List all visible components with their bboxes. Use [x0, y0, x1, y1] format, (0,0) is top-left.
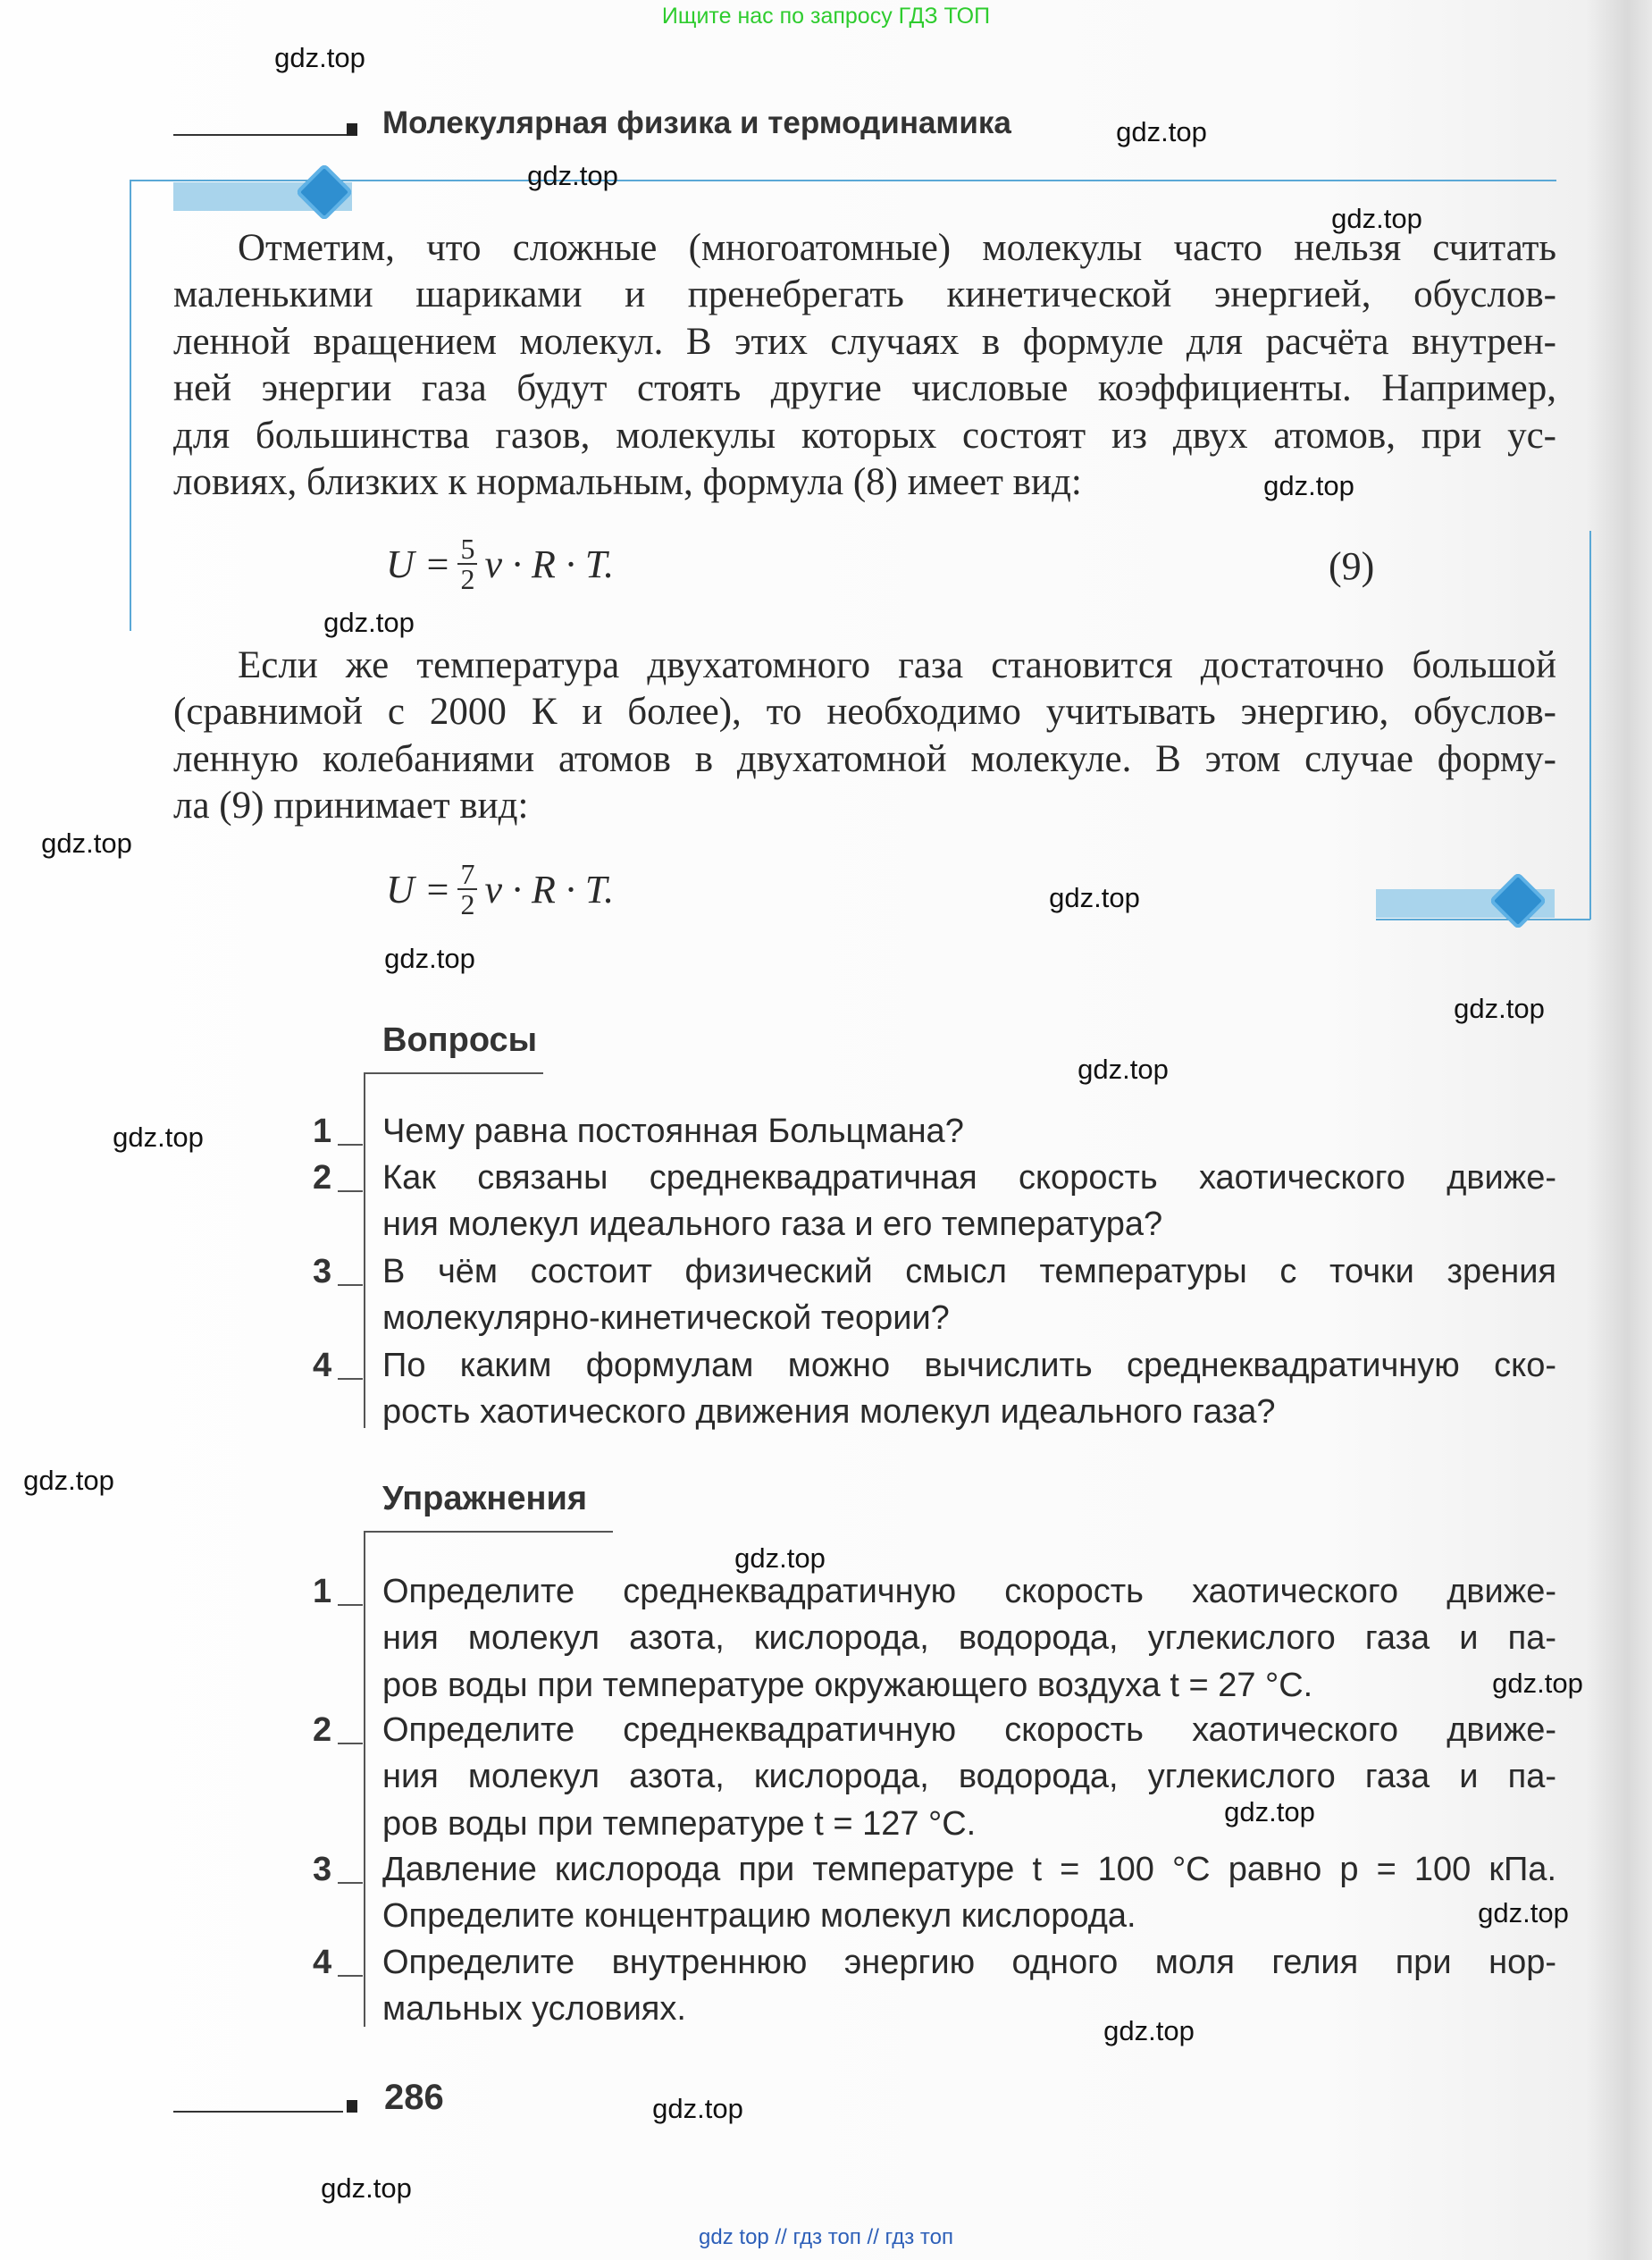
watermark: gdz.top — [1103, 2015, 1195, 2046]
exercises-rule — [365, 1531, 613, 1533]
watermark: gdz.top — [1331, 203, 1422, 234]
questions-item: В чём состоит физический смысл температуры с точки зрения молекулярно-кинетической теории? — [382, 1253, 1556, 1338]
page-number: 286 — [384, 2078, 444, 2117]
number-tick — [338, 1882, 363, 1884]
top-banner[interactable]: Ищите нас по запросу ГДЗ ТОП — [661, 4, 991, 29]
exercises-heading: Упражнения — [382, 1480, 588, 1517]
exercises-number: 2 — [313, 1711, 332, 1749]
number-tick — [338, 1190, 363, 1192]
formula-10: U = $\frac{7}{2}$ ν · R · T. — [386, 858, 615, 920]
number-tick — [338, 1144, 363, 1146]
fraction: $\frac{5}{2}$ — [457, 534, 477, 593]
watermark: gdz.top — [527, 160, 618, 191]
questions-number: 1 — [313, 1113, 332, 1150]
exercises-item: Определите среднеквадратичную скорость хаотического движе- ния молекул азота, кислорода, водорода, углекислого газа и па- ров воды при температуре окружающего воздуха t = 27 °C. — [382, 1573, 1556, 1704]
exercises-item: Определите среднеквадратичную скорость хаотического движе- ния молекул азота, кислорода, водорода, углекислого газа и па- ров воды при температуре t = 127 °C. — [382, 1711, 1556, 1843]
watermark: gdz.top — [1078, 1054, 1169, 1085]
exercises-number: 3 — [313, 1851, 332, 1888]
questions-vline — [364, 1072, 365, 1428]
equation-number: (9) — [1329, 544, 1375, 588]
number-tick — [338, 1975, 363, 1977]
questions-item: Как связаны среднеквадратичная скорость хаотического движе- ния молекул идеального газа и его температура? — [382, 1159, 1556, 1244]
watermark: gdz.top — [41, 828, 132, 859]
number-tick — [338, 1378, 363, 1380]
watermark: gdz.top — [1116, 116, 1207, 147]
watermark: gdz.top — [1049, 882, 1140, 913]
questions-number: 2 — [313, 1159, 332, 1197]
watermark: gdz.top — [1454, 993, 1545, 1024]
footer-rule — [173, 2111, 343, 2113]
bottom-banner[interactable]: gdz top // гдз топ // гдз топ — [699, 2225, 953, 2249]
watermark: gdz.top — [321, 2172, 412, 2204]
header-square — [347, 123, 357, 136]
watermark: gdz.top — [734, 1542, 826, 1574]
exercises-vline — [364, 1531, 365, 2027]
fraction: $\frac{7}{2}$ — [457, 860, 477, 919]
watermark: gdz.top — [274, 42, 365, 73]
watermark: gdz.top — [113, 1122, 204, 1153]
number-tick — [338, 1284, 363, 1286]
exercises-number: 1 — [313, 1573, 332, 1610]
watermark: gdz.top — [1478, 1897, 1569, 1928]
footer-square — [347, 2100, 357, 2113]
exercises-item: Определите внутреннюю энергию одного моля гелия при нор- мальных условиях. — [382, 1944, 1556, 2029]
watermark: gdz.top — [1224, 1796, 1315, 1827]
paragraph-1: Отметим, что сложные (многоатомные) молекулы часто нельзя считать маленькими шариками и пренебрегать кинетической энергией, обуслов- ленной вращением молекул. В этих случаях в формуле для расчёта внутрен- ней энергии газа будут стоять другие числовые коэффициенты. Например, для большинства газов, молекулы которых состоят из двух атомов, при ус- ловиях, близких к нормальным, формула (8) имеет вид: — [173, 227, 1556, 503]
watermark: gdz.top — [1263, 470, 1354, 501]
watermark: gdz.top — [23, 1465, 114, 1496]
watermark: gdz.top — [323, 607, 415, 638]
box-border-left — [130, 180, 131, 631]
number-tick — [338, 1604, 363, 1606]
watermark: gdz.top — [1492, 1668, 1583, 1699]
exercises-number: 4 — [313, 1944, 332, 1981]
number-tick — [338, 1743, 363, 1744]
questions-number: 3 — [313, 1253, 332, 1290]
questions-number: 4 — [313, 1347, 332, 1384]
box-border-right — [1589, 531, 1591, 920]
questions-rule — [365, 1072, 543, 1074]
paragraph-2: Если же температура двухатомного газа становится достаточно большой (сравнимой с 2000 К и более), то необходимо учитывать энергию, обуслов- ленную колебаниями атомов в двухатомной молекуле. В этом случае форму- ла (9) принимает вид: — [173, 644, 1556, 828]
watermark: gdz.top — [384, 943, 475, 974]
chapter-title: Молекулярная физика и термодинамика — [382, 105, 1011, 140]
watermark: gdz.top — [652, 2093, 743, 2124]
questions-item: По каким формулам можно вычислить среднеквадратичную ско- рость хаотического движения молекул идеального газа? — [382, 1347, 1556, 1432]
box-border-top — [130, 180, 1556, 181]
formula-9: U = $\frac{5}{2}$ ν · R · T. — [386, 533, 615, 595]
questions-item: Чему равна постоянная Больцмана? — [382, 1113, 964, 1150]
header-rule — [173, 134, 352, 136]
exercises-item: Давление кислорода при температуре t = 100 °C равно p = 100 кПа. Определите концентрацию молекул кислорода. — [382, 1851, 1556, 1936]
questions-heading: Вопросы — [382, 1021, 538, 1059]
box-border-bottom — [1376, 919, 1590, 920]
